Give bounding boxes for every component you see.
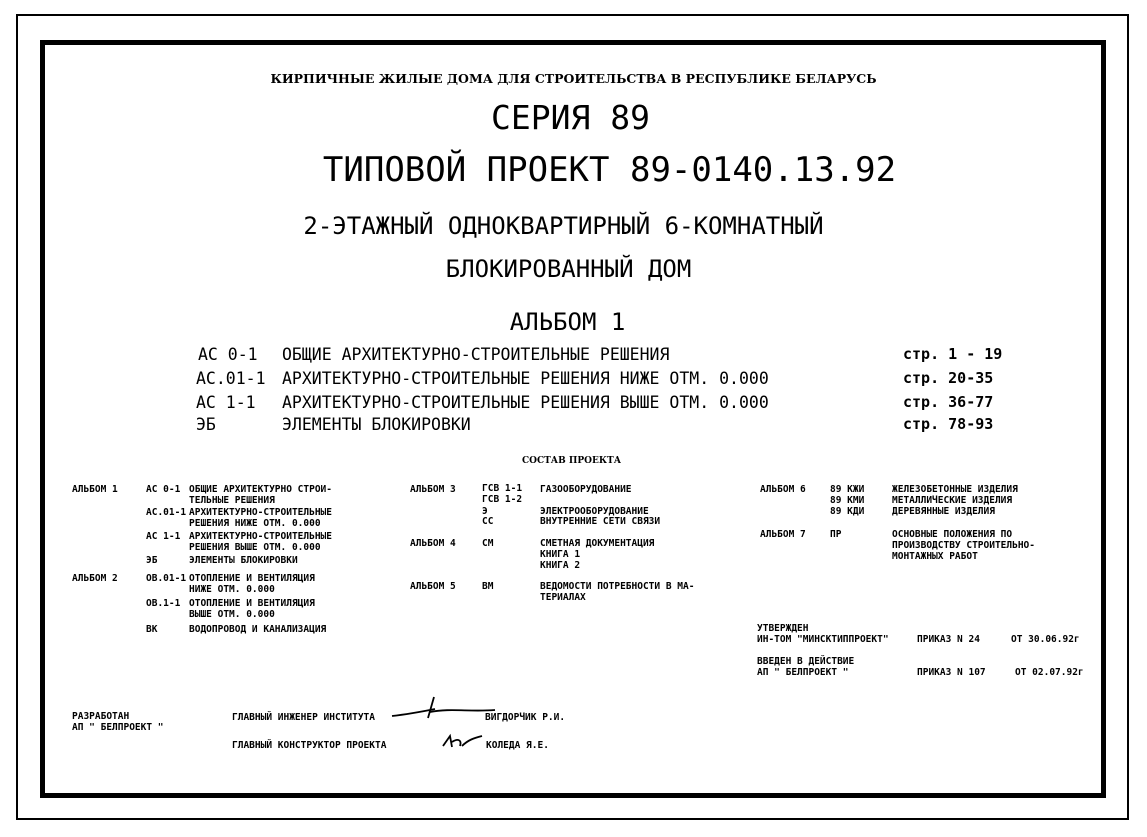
engineer-signature-icon <box>390 694 500 724</box>
chief-designer-label: ГЛАВНЫЙ КОНСТРУКТОР ПРОЕКТА <box>232 740 387 751</box>
chief-designer-name: КОЛЕДА Я.Е. <box>486 740 549 751</box>
content-title: ЭЛЕМЕНТЫ БЛОКИРОВКИ <box>282 415 471 434</box>
project-title: ТИПОВОЙ ПРОЕКТ 89-0140.13.92 <box>322 150 897 190</box>
content-code: АС 1-1 <box>196 393 256 412</box>
designer-signature-icon <box>440 732 486 752</box>
content-title: АРХИТЕКТУРНО-СТРОИТЕЛЬНЫЕ РЕШЕНИЯ ВЫШЕ ОТМ. 0.000 <box>282 393 769 412</box>
content-title: ОБЩИЕ АРХИТЕКТУРНО-СТРОИТЕЛЬНЫЕ РЕШЕНИЯ <box>282 345 670 364</box>
section-title: ГАЗООБОРУДОВАНИЕ <box>540 484 632 495</box>
developed-by: РАЗРАБОТАН АП " БЕЛПРОЕКТ " <box>72 711 164 733</box>
album-title: АЛЬБОМ 1 <box>509 308 626 336</box>
content-code: АС 0-1 <box>198 345 258 364</box>
album-label: АЛЬБОМ 7 <box>760 529 806 540</box>
section-code: АС 1-1 <box>146 531 181 542</box>
section-code: ВМ <box>482 581 494 592</box>
section-title: ОБЩИЕ АРХИТЕКТУРНО СТРОИ- ТЕЛЬНЫЕ РЕШЕНИЯ <box>189 484 332 506</box>
section-code: АС.01-1 <box>146 507 187 518</box>
album-label: АЛЬБОМ 6 <box>760 484 806 495</box>
section-title: СМЕТНАЯ ДОКУМЕНТАЦИЯ КНИГА 1 КНИГА 2 <box>540 538 655 571</box>
album-label: АЛЬБОМ 1 <box>72 484 118 495</box>
content-pages: стр. 1 - 19 <box>903 345 1003 363</box>
section-code: ГСВ 1-1 ГСВ 1-2 <box>482 483 523 505</box>
section-code: ЭБ <box>146 555 158 566</box>
section-title: ВОДОПРОВОД И КАНАЛИЗАЦИЯ <box>189 624 327 635</box>
content-pages: стр. 20-35 <box>903 369 994 387</box>
section-title: ОСНОВНЫЕ ПОЛОЖЕНИЯ ПО ПРОИЗВОДСТВУ СТРОИТЕЛЬНО- МОНТАЖНЫХ РАБОТ <box>892 529 1035 562</box>
section-title: АРХИТЕКТУРНО-СТРОИТЕЛЬНЫЕ РЕШЕНИЯ НИЖЕ ОТМ. 0.000 <box>189 507 332 529</box>
section-code: Э <box>482 506 488 517</box>
section-title: ЖЕЛЕЗОБЕТОННЫЕ ИЗДЕЛИЯ МЕТАЛЛИЧЕСКИЕ ИЗДЕЛИЯ ДЕРЕВЯННЫЕ ИЗДЕЛИЯ <box>892 484 1018 517</box>
content-code: АС.01-1 <box>196 369 266 388</box>
content-title: АРХИТЕКТУРНО-СТРОИТЕЛЬНЫЕ РЕШЕНИЯ НИЖЕ ОТМ. 0.000 <box>282 369 769 388</box>
section-code: 89 КЖИ 89 КМИ 89 КДИ <box>830 484 865 517</box>
building-title-line2: БЛОКИРОВАННЫЙ ДОМ <box>445 255 692 283</box>
approved-by: УТВЕРЖДЕН ИН-ТОМ "МИНСКТИППРОЕКТ" <box>757 623 889 645</box>
enacted-by: ВВЕДЕН В ДЕЙСТВИЕ АП " БЕЛПРОЕКТ " <box>757 656 855 678</box>
order-number: ПРИКАЗ N 107 <box>917 667 986 678</box>
section-code: СС <box>482 516 494 527</box>
section-title: ВЕДОМОСТИ ПОТРЕБНОСТИ В МА- ТЕРИАЛАХ <box>540 581 695 603</box>
order-date: ОТ 30.06.92г <box>1011 634 1080 645</box>
section-title: ЭЛЕКТРООБОРУДОВАНИЕ <box>540 506 649 517</box>
composition-heading: СОСТАВ ПРОЕКТА <box>521 456 622 466</box>
section-code: ОВ.1-1 <box>146 598 181 609</box>
content-code: ЭБ <box>196 415 216 434</box>
album-label: АЛЬБОМ 3 <box>410 484 456 495</box>
building-title-line1: 2-ЭТАЖНЫЙ ОДНОКВАРТИРНЫЙ 6-КОМНАТНЫЙ <box>303 212 824 240</box>
section-code: ВК <box>146 624 158 635</box>
order-date: ОТ 02.07.92г <box>1015 667 1084 678</box>
section-code: СМ <box>482 538 494 549</box>
album-label: АЛЬБОМ 2 <box>72 573 118 584</box>
chief-engineer-name: ВИГДОРЧИК Р.И. <box>485 712 566 723</box>
order-number: ПРИКАЗ N 24 <box>917 634 980 645</box>
content-pages: стр. 36-77 <box>903 393 994 411</box>
section-title: ВНУТРЕННИЕ СЕТИ СВЯЗИ <box>540 516 661 527</box>
section-title: АРХИТЕКТУРНО-СТРОИТЕЛЬНЫЕ РЕШЕНИЯ ВЫШЕ ОТМ. 0.000 <box>189 531 332 553</box>
section-title: ЭЛЕМЕНТЫ БЛОКИРОВКИ <box>189 555 298 566</box>
album-label: АЛЬБОМ 5 <box>410 581 456 592</box>
section-title: ОТОПЛЕНИЕ И ВЕНТИЛЯЦИЯ ВЫШЕ ОТМ. 0.000 <box>189 598 315 620</box>
chief-engineer-label: ГЛАВНЫЙ ИНЖЕНЕР ИНСТИТУТА <box>232 712 375 723</box>
section-code: ПР <box>830 529 842 540</box>
header-top-line: КИРПИЧНЫЕ ЖИЛЫЕ ДОМА ДЛЯ СТРОИТЕЛЬСТВА В РЕСПУБЛИКЕ БЕЛАРУСЬ <box>270 71 877 86</box>
content-pages: стр. 78-93 <box>903 415 994 433</box>
section-code: ОВ.01-1 <box>146 573 187 584</box>
section-code: АС 0-1 <box>146 484 181 495</box>
series-title: СЕРИЯ 89 <box>491 98 650 137</box>
section-title: ОТОПЛЕНИЕ И ВЕНТИЛЯЦИЯ НИЖЕ ОТМ. 0.000 <box>189 573 315 595</box>
album-label: АЛЬБОМ 4 <box>410 538 456 549</box>
